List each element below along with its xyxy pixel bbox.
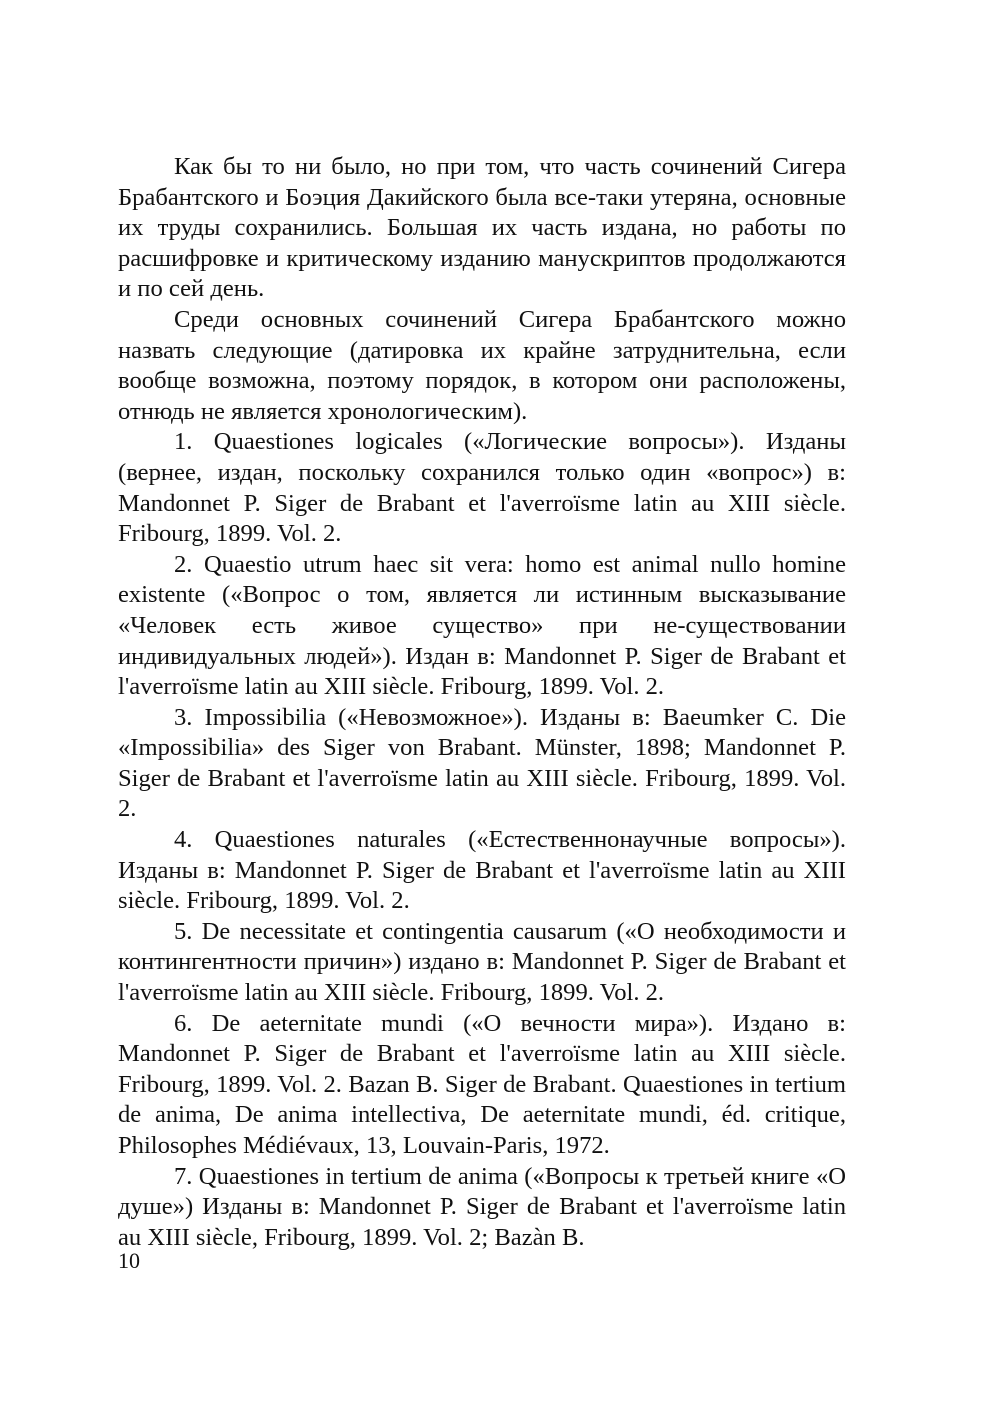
list-item-quaestio-utrum: 2. Quaestio utrum haec sit vera: homo est animal nullo homine existente («Вопрос о том, является ли истинным высказывание «Человек есть живое существо» при не-существовании индивидуальных людей»). Издан в: Mandonnet P. Siger de Brabant et l'averroïsme latin au XIII siècle. Fribourg, 1899. Vol. 2. (118, 550, 846, 701)
list-item-quaestiones-de-anima: 7. Quaestiones in tertium de anima («Вопросы к третьей книге «О душе») Изданы в: Mandonnet P. Siger de Brabant et l'averroïsme latin au XIII siècle, Fribourg, 1899. Vol. 2; Bazàn B. (118, 1162, 846, 1251)
paragraph-intro: Как бы то ни было, но при том, что часть сочинений Сигера Брабантского и Боэция Дакийского была все-таки утеряна, основные их труды сохранились. Большая их часть издана, но работы по расшифровке и критическому изданию манускриптов продолжаются и по сей день. (118, 153, 846, 303)
list-item-de-necessitate: 5. De necessitate et contingentia causarum («О необходимости и контингентности причин») издано в: Mandonnet P. Siger de Brabant et l'averroïsme latin au XIII siècle. Fribourg, 1899. Vol. 2. (118, 917, 846, 1007)
list-item-impossibilia: 3. Impossibilia («Невозможное»). Изданы в: Baeumker C. Die «Impossibilia» des Siger von Brabant. Münster, 1898; Mandonnet P. Siger de Brabant et l'averroïsme latin au XIII siècle. Fribourg, 1899. Vol. 2. (118, 703, 846, 823)
list-item-quaestiones-naturales: 4. Quaestiones naturales («Естественнонаучные вопросы»). Изданы в: Mandonnet P. Siger de Brabant et l'averroïsme latin au XIII siècle. Fribourg, 1899. Vol. 2. (118, 826, 846, 915)
body-text (118, 152, 846, 1253)
paragraph-works-list-intro: Среди основных сочинений Сигера Брабантского можно назвать следующие (датировка их крайне затруднительна, если вообще возможна, поэтому порядок, в котором они расположены, отнюдь не является хронологическим). (118, 305, 846, 425)
page-number: 10 (118, 1248, 140, 1273)
list-item-quaestiones-logicales: 1. Quaestiones logicales («Логические вопросы»). Изданы (вернее, издан, поскольку сохранился только один «вопрос») в: Mandonnet P. Siger de Brabant et l'averroïsme latin au XIII siècle. Fribourg, 1899. Vol. 2. (118, 428, 846, 548)
list-item-de-aeternitate-mundi: 6. De aeternitate mundi («О вечности мира»). Издано в: Mandonnet P. Siger de Brabant et l'averroïsme latin au XIII siècle. Fribourg, 1899. Vol. 2. Bazan B. Siger de Brabant. Quaestiones in tertium de anima, De anima intellectiva, De aeternitate mundi, éd. critique, Philosophes Médiévaux, 13, Louvain-Paris, 1972. (118, 1009, 846, 1159)
